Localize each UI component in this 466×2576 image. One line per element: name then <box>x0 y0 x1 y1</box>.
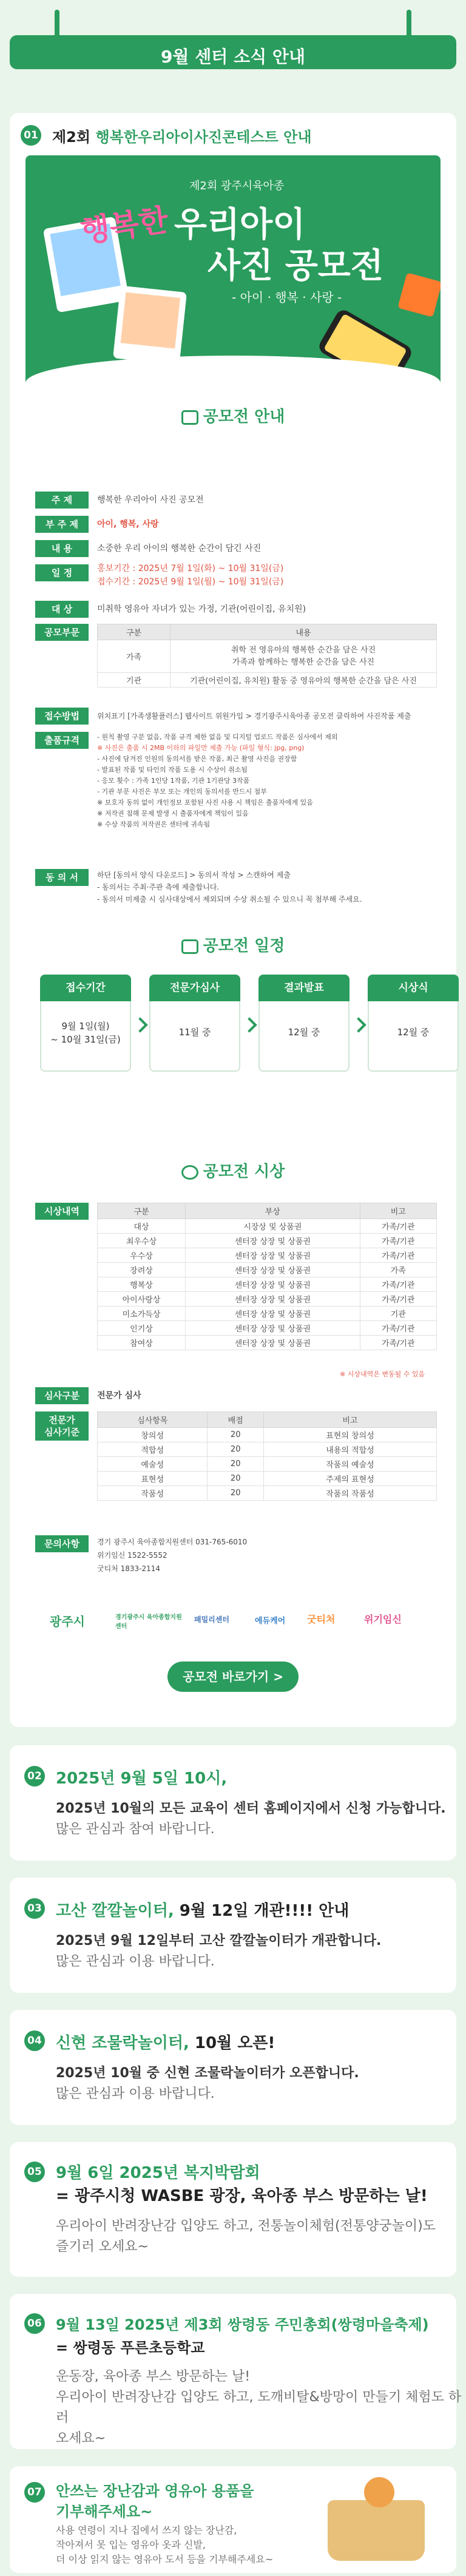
section-number: 04 <box>24 2030 45 2051</box>
toy-basket-illustration <box>328 2500 425 2561</box>
poster-title-line2: 사진 공모전 <box>208 246 383 286</box>
step-date: 9월 1일(월) ~ 10월 31일(금) <box>50 1021 121 1045</box>
step-name: 전문가심사 <box>149 975 240 1001</box>
category-table <box>97 624 437 688</box>
label-schedule: 일 정 <box>35 564 89 581</box>
value-topic: 행복한 우리아이 사진 공모전 <box>97 495 204 505</box>
promo-period: 홍보기간 : 2025년 7월 1일(화) ~ 10월 31일(금) <box>97 564 284 573</box>
section-number: 03 <box>24 1898 45 1919</box>
section-number: 01 <box>21 125 41 146</box>
gift-box-illustration <box>397 272 441 317</box>
table-row: 표현성 20 주제의 표현성 <box>98 1472 437 1486</box>
category-content-org: 기관(어린이집, 유치원) 활동 중 영유아의 행복한 순간을 담은 사진 <box>171 673 437 688</box>
logo-family: 패밀리센터 <box>194 1615 229 1624</box>
info-title <box>0 404 466 427</box>
criteria-head: 심사항목 <box>98 1412 208 1428</box>
table-row: 예술성 20 작품의 예술성 <box>98 1457 437 1472</box>
header-banner <box>10 35 456 69</box>
label-target: 대 상 <box>35 601 89 618</box>
calendar-icon <box>181 939 198 954</box>
section-title-main: 행복한우리아이사진콘테스트 안내 <box>95 129 312 146</box>
logo-center: 경기광주시 육아종합지원센터 <box>115 1614 182 1630</box>
label-criteria: 전문가 심사기준 <box>35 1411 89 1441</box>
step-date: 12월 중 <box>397 1027 430 1038</box>
section-title: 9월 6일 2025년 복지박람회 = 광주시청 WASBE 광장, 육아종 부스 방문하는 날! <box>56 2164 428 2205</box>
section-body: 2025년 9월 12일부터 고산 깔깔놀이터가 개관합니다. 많은 관심과 이용 바랍니다. <box>56 1933 382 1969</box>
header-hanger-left <box>55 10 59 38</box>
logo-crisis: 위기임신 <box>364 1614 402 1625</box>
label-entry-method: 접수방법 <box>35 708 89 725</box>
flower-icon <box>181 1165 198 1180</box>
section-body: 운동장, 육아종 부스 방문하는 날! 우리아이 반려장난감 입양도 하고, 도깨비탈&방망이 만들기 체험도 하러 오세요~ <box>56 2369 462 2446</box>
section-title: 안쓰는 장난감과 영유아 용품을 기부해주세요~ <box>56 2483 254 2520</box>
value-spec: - 원칙 촬영 구분 없음, 작품 규격 제한 없음 및 디지털 업로드 작품은 심사에서 제외 ※ 사진은 출품 시 2MB 이하의 파일만 제출 가능 (파일 형식: jpg, png) - 사진에 담겨진 인원의 동의서를 받은 작품, 최근 촬영 사진을 권장함 - 발표된 작품 및 타인의 작품 도용 시 수상이 취소됨 - 응모 횟수 : 가족 1인당 1작품, 기관 1기관당 3작품 - 기관 부문 사진은 부모 또는 개인의 동의서를 반드시 첨부 ※ 보호자 동의 없이 개인정보 포함된 사진 사용 시 책임은 출품자에게 있음 ※ 저작권 침해 문제 발생 시 출품자에게 책임이 있음 ※ 수상 작품의 저작권은 센터에 귀속됨 <box>97 733 338 828</box>
schedule-step <box>149 975 240 1072</box>
section-body: 2025년 10월 중 신현 조물락놀이터가 오픈합니다. 많은 관심과 이용 바랍니다. <box>56 2066 359 2101</box>
step-name: 접수기간 <box>40 975 131 1001</box>
step-date: 12월 중 <box>288 1027 320 1038</box>
label-contact: 문의사항 <box>35 1535 89 1552</box>
value-agreement: 하단 [동의서 양식 다운로드] > 동의서 작성 > 스캔하여 제출 - 동의서는 주최·주관 측에 제출합니다. - 동의서 미제출 시 심사대상에서 제외되며 수상 취소될 수 있으니 꼭 첨부해 주세요. <box>97 871 362 904</box>
awards-note: ※ 시상내역은 변동될 수 있음 <box>340 1370 425 1378</box>
criteria-head: 비고 <box>263 1412 436 1428</box>
table-row: 아이사랑상 센터장 상장 및 상품권 가족/기관 <box>98 1292 437 1307</box>
category-type-family: 가족 <box>98 640 171 673</box>
value-entry-method: 위치표기 [가족생활플러스] 웹사이트 위원가입 > 경기광주시육아종 공모전 클릭하여 사진작품 제출 <box>97 712 411 720</box>
section-body: 우리아이 반려장난감 입양도 하고, 전통놀이체험(전통양궁놀이)도 즐기러 오세요~ <box>56 2219 436 2254</box>
awards-table <box>97 1203 437 1350</box>
table-row: 참여상 센터장 상장 및 상품권 가족/기관 <box>98 1336 437 1350</box>
value-subtopic: 아이, 행복, 사랑 <box>97 519 159 529</box>
section-title: 신현 조물락놀이터, 10월 오픈! <box>56 2034 275 2052</box>
section-title: 9월 13일 2025년 제3회 쌍령동 주민총회(쌍령마을축제) = 쌍령동 푸른초등학교 <box>56 2316 429 2356</box>
table-row: 장려상 센터장 상장 및 상품권 가족 <box>98 1263 437 1277</box>
poster-happy-text: 행복한 <box>78 202 171 249</box>
schedule-title <box>0 933 466 956</box>
table-row: 우수상 센터장 상장 및 상품권 가족/기관 <box>98 1248 437 1263</box>
category-head-type: 구분 <box>98 624 171 640</box>
poster-subtitle: 제2회 광주시육아종 <box>189 180 285 192</box>
criteria-table <box>97 1411 437 1501</box>
section-number: 02 <box>24 1766 45 1787</box>
section-title: 고산 깔깔놀이터, 9월 12일 개관!!!! 안내 <box>56 1902 350 1920</box>
section-number: 06 <box>24 2313 45 2334</box>
awards-head: 부상 <box>186 1203 360 1219</box>
schedule-title-text: 공모전 일정 <box>203 937 285 955</box>
logo-goodteacher: 굿티처 <box>307 1614 336 1625</box>
table-row: 행복상 센터장 상장 및 상품권 가족/기관 <box>98 1277 437 1292</box>
logo-educare: 에듀케어 <box>255 1617 286 1626</box>
poster-tags: - 아이 · 행복 · 사랑 - <box>232 290 342 305</box>
awards-head: 비고 <box>360 1203 437 1219</box>
header-hanger-right <box>407 10 411 38</box>
label-spec: 출품규격 <box>35 732 89 749</box>
label-subtopic: 부 주 제 <box>35 516 89 533</box>
page-title: 9월 센터 소식 안내 <box>160 47 306 67</box>
label-content: 내 용 <box>35 540 89 557</box>
contest-link-button[interactable]: 공모전 바로가기 > <box>167 1662 299 1692</box>
section-body: 사용 연령이 지나 집에서 쓰지 않는 장난감, 작아져서 못 입는 영유아 옷과 신발, 더 이상 읽지 않는 영유아 도서 등을 기부해주세요~ <box>56 2524 274 2565</box>
section-title <box>52 125 312 146</box>
step-name: 시상식 <box>368 975 459 1001</box>
label-topic: 주 제 <box>35 492 89 509</box>
table-row: 인기상 센터장 상장 및 상품권 가족/기관 <box>98 1321 437 1336</box>
contest-poster <box>25 155 441 394</box>
camera-icon <box>181 410 198 425</box>
logo-gwangju: 광주시 <box>50 1614 85 1629</box>
category-content-family: 취학 전 영유아의 행복한 순간을 담은 사진 가족과 함께하는 행복한 순간을 담은 사진 <box>171 640 437 673</box>
value-judge: 전문가 심사 <box>97 1391 141 1401</box>
value-content: 소중한 우리 아이의 행복한 순간이 담긴 사진 <box>97 544 262 553</box>
step-date: 11월 중 <box>178 1027 211 1038</box>
table-row: 적합성 20 내용의 적합성 <box>98 1442 437 1457</box>
value-target: 미취학 영유아 자녀가 있는 가정, 기관(어린이집, 유치원) <box>97 604 306 614</box>
schedule-step <box>368 975 459 1072</box>
value-schedule <box>97 562 283 589</box>
table-row: 창의성 20 표현의 창의성 <box>98 1428 437 1442</box>
entry-period: 접수기간 : 2025년 9월 1일(월) ~ 10월 31일(금) <box>97 577 284 587</box>
label-judge: 심사구분 <box>35 1387 89 1404</box>
label-awards: 시상내역 <box>35 1203 89 1220</box>
table-row: 대상 시장상 및 상품권 가족/기관 <box>98 1219 437 1234</box>
step-name: 결과발표 <box>258 975 350 1001</box>
table-row: 미소가득상 센터장 상장 및 상품권 기관 <box>98 1307 437 1321</box>
table-row: 최우수상 센터장 상장 및 상품권 가족/기관 <box>98 1234 437 1248</box>
label-category: 공모부문 <box>35 624 89 641</box>
value-contact: 경기 광주시 육아종합지원센터 031-765-6010 위기임신 1522-5552 굿티처 1833-2114 <box>97 1538 248 1573</box>
section-title: 2025년 9월 5일 10시, <box>56 1770 228 1788</box>
schedule-step <box>40 975 131 1072</box>
label-agreement: 동 의 서 <box>35 869 89 886</box>
teddy-bear-illustration <box>364 2477 394 2507</box>
photo-frame-center <box>113 286 187 365</box>
category-head-content: 내용 <box>171 624 437 640</box>
awards-title <box>0 1159 466 1182</box>
section-number: 05 <box>24 2162 45 2182</box>
category-type-org: 기관 <box>98 673 171 688</box>
table-row: 작품성 20 작품의 작품성 <box>98 1486 437 1501</box>
criteria-head: 배점 <box>208 1412 264 1428</box>
schedule-step <box>258 975 350 1072</box>
section-title-prefix: 제2회 <box>52 129 91 146</box>
info-title-text: 공모전 안내 <box>203 408 285 426</box>
awards-head: 구분 <box>98 1203 186 1219</box>
awards-title-text: 공모전 시상 <box>203 1163 285 1181</box>
poster-title-text: 우리아이 <box>174 205 306 245</box>
section-body: 2025년 10월의 모든 교육이 센터 홈페이지에서 신청 가능합니다. 많은 관심과 참여 바랍니다. <box>56 1801 446 1837</box>
section-number: 07 <box>24 2482 45 2503</box>
